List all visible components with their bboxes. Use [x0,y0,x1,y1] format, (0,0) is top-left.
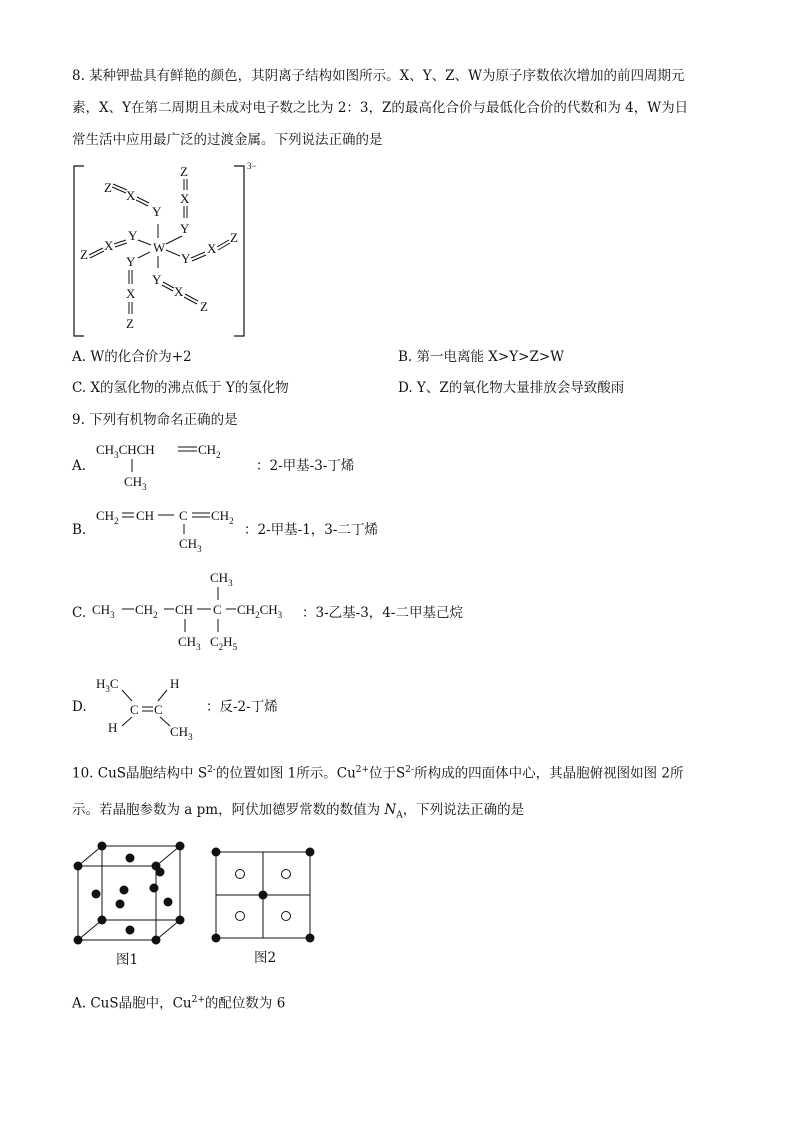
atom-z: Z [230,230,238,245]
unit-cell-top-view-figure-2 [210,846,318,944]
q8-stem-line2: 素，X、Y在第二周期且未成对电子数之比为 2：3，Z的最高化合价与最低化合价的代数和为 4，W为日 [72,100,689,116]
q9-option-b-name: ：2-甲基-1，3-二丁烯 [244,522,378,538]
unit-cell-figure-1 [74,842,190,946]
svg-text:CH: CH [136,508,155,523]
q9-option-a-label: A. [72,458,87,474]
svg-text:C: C [213,602,222,617]
q8-option-d: D. Y、Z的氧化物大量排放会导致酸雨 [398,380,625,396]
figure-2-caption: 图2 [254,950,277,966]
atom-x: X [207,241,217,256]
atom-z: Z [200,299,208,314]
q8-option-b: B. 第一电离能 X>Y>Z>W [398,349,565,365]
q10-stem-line1: 10. CuS晶胞结构中 $S^{2-}$的位置如图 1所示。$Cu^{2+}$位于$S^{2-}$所构成的四面体中心，其晶胞俯视图如图 2所 [72,765,684,782]
atom-y: Y [152,204,162,219]
atom-z: Z [104,180,112,195]
svg-text:CH3: $CH_3$ [92,602,115,620]
svg-text:CH3CHCH: $CH_3CHCH$ [96,442,155,460]
svg-text:CH3: $CH_3$ [170,724,193,742]
anion-charge: 3− [247,161,257,171]
atom-y: Y [128,228,138,243]
q10-stem-line2: 示。若晶胞参数为 a pm，阿伏加德罗常数的数值为 $N_A$，下列说法正确的是 [72,802,525,821]
svg-text:C: C [154,702,163,717]
q8-stem-line3: 常生活中应用最广泛的过渡金属。下列说法正确的是 [72,132,383,148]
q9-option-d-label: D. [72,699,87,715]
svg-text:C2H5: $C_2H_5$ [210,634,238,652]
svg-text:CH2: $CH_2$ [211,508,234,526]
q9-option-c-label: C. [72,605,87,621]
svg-text:CH3: $CH_3$ [179,536,202,554]
svg-text:CH3: $CH_3$ [210,570,233,588]
svg-text:CH: CH [175,602,194,617]
atom-y: Y [152,272,162,287]
figure-1-caption: 图1 [116,952,139,968]
svg-text:C: C [179,508,188,523]
q9-option-d-name: ：反-2-丁烯 [206,699,278,715]
atom-z: Z [80,247,88,262]
atom-y: Y [181,251,191,266]
q8-option-c: C. X的氢化物的沸点低于 Y的氢化物 [72,380,289,396]
svg-text:C: C [130,702,139,717]
svg-text:CH2: $CH_2$ [96,508,119,526]
q8-stem-line1: 8. 某种钾盐具有鲜艳的颜色，其阴离子结构如图所示。X、Y、Z、W为原子序数依次增加的前四周期元 [72,68,685,84]
q9-stem: 9. 下列有机物命名正确的是 [72,412,238,428]
svg-text:CH3: $CH_3$ [178,634,201,652]
svg-text:CH2: $CH_2$ [198,442,221,460]
svg-text:CH2: $CH_2$ [135,602,158,620]
svg-text:H: H [170,676,180,691]
atom-x: X [126,286,136,301]
q9-option-b-label: B. [72,522,87,538]
q8-option-a: A. W的化合价为+2 [72,349,192,365]
q9-option-c-structure [92,566,302,654]
svg-text:H3C: $H_3C$ [96,676,119,694]
atom-x: X [126,188,136,203]
atom-x: X [174,284,184,299]
atom-y: Y [126,254,136,269]
q9-option-c-name: ：3-乙基-3，4-二甲基己烷 [302,605,463,621]
atom-z: Z [180,164,188,179]
atom-z: Z [126,316,134,331]
anion-structure-diagram [70,160,270,340]
q9-option-a-structure [94,436,254,492]
svg-text:H: H [108,720,118,735]
svg-text:CH2CH3: $CH_2CH_3$ [237,602,283,620]
q10-option-a: A. CuS晶胞中，$Cu^{2+}$的配位数为 6 [72,995,286,1012]
q9-option-d-structure [92,670,212,740]
svg-text:CH3: $CH_3$ [124,474,147,492]
atom-y: Y [180,221,190,236]
q9-option-b-structure [94,502,254,554]
atom-x: X [180,191,190,206]
atom-w: W [153,240,166,255]
atom-x: X [104,238,114,253]
q9-option-a-name: ：2-甲基-3-丁烯 [256,458,355,474]
